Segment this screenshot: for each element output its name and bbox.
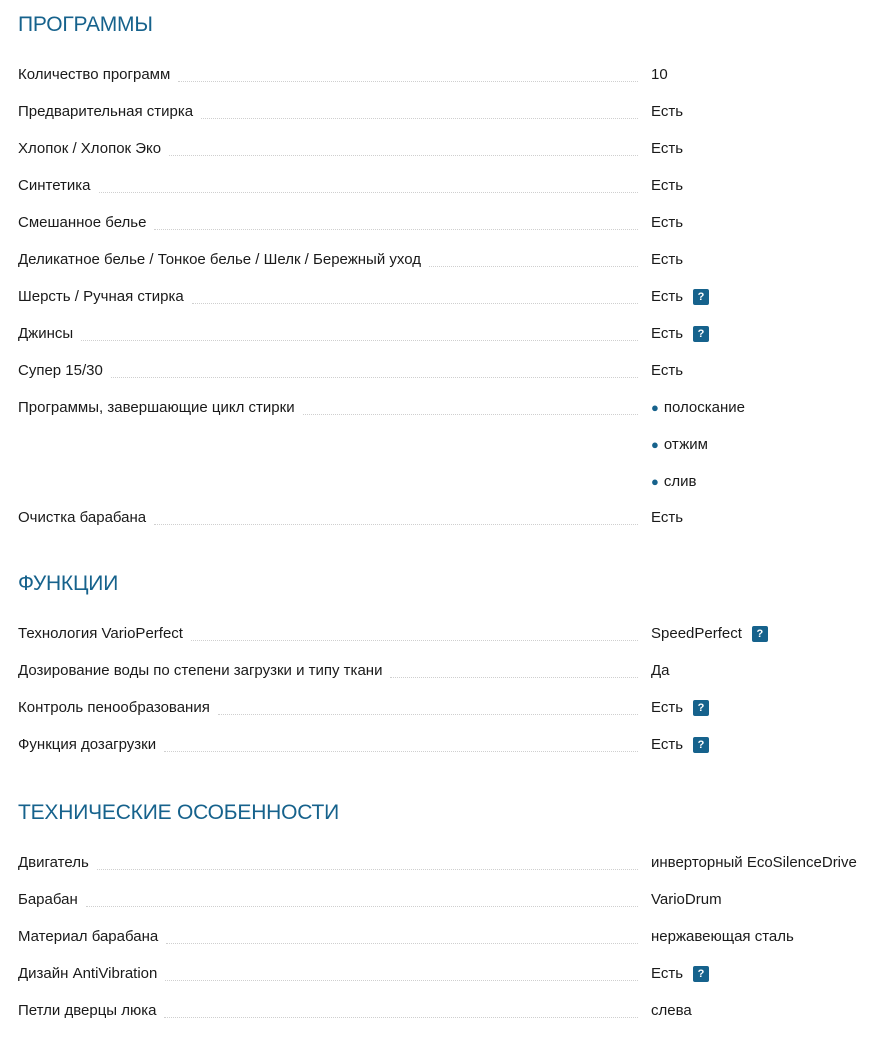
spec-value <box>651 662 670 680</box>
spec-value <box>651 736 709 754</box>
dotted-leader <box>192 303 638 304</box>
dotted-leader <box>169 155 638 156</box>
spec-value-text: Есть <box>651 699 684 716</box>
spec-label-text: Смешанное белье <box>18 214 147 231</box>
dotted-leader <box>201 118 638 119</box>
spec-value <box>651 699 709 717</box>
spec-label <box>18 325 638 343</box>
spec-row-prewash <box>18 103 873 140</box>
spec-label-text: Технология VarioPerfect <box>18 625 183 642</box>
spec-value <box>651 140 683 158</box>
spec-row-drum <box>18 891 873 928</box>
spec-value-text: Есть <box>651 288 684 305</box>
section-technical <box>18 800 873 1039</box>
dotted-leader <box>154 229 638 230</box>
spec-row-delicates <box>18 251 873 288</box>
spec-value-text: нержавеющая сталь <box>651 928 794 945</box>
help-icon[interactable]: ? <box>693 737 709 753</box>
spec-label <box>18 509 638 527</box>
spec-label-text: Предварительная стирка <box>18 103 194 120</box>
spec-label <box>18 662 638 680</box>
spec-value <box>651 509 683 527</box>
spec-value <box>651 103 683 121</box>
spec-value-text: Есть <box>651 325 684 342</box>
spec-label-text: Хлопок / Хлопок Эко <box>18 140 162 157</box>
spec-label-text: Синтетика <box>18 177 91 194</box>
spec-value-text: Есть <box>651 214 684 231</box>
spec-label-text: Дизайн AntiVibration <box>18 965 158 982</box>
spec-value <box>651 399 745 491</box>
spec-label-text: Материал барабана <box>18 928 159 945</box>
dotted-leader <box>99 192 638 193</box>
spec-value-text: Есть <box>651 140 684 157</box>
spec-value <box>651 1002 692 1020</box>
dotted-leader <box>178 81 638 82</box>
spec-value <box>651 854 857 872</box>
spec-row-drum-clean <box>18 509 873 546</box>
spec-label-text: Барабан <box>18 891 78 908</box>
section-functions <box>18 571 873 773</box>
spec-list <box>18 66 873 546</box>
dotted-leader <box>154 524 638 525</box>
dotted-leader <box>164 1017 638 1018</box>
spec-row-door-hinges <box>18 1002 873 1039</box>
spec-label <box>18 928 638 946</box>
spec-label-text: Контроль пенообразования <box>18 699 210 716</box>
spec-row-drum-material <box>18 928 873 965</box>
dotted-leader <box>390 677 638 678</box>
bullet-icon: ● <box>651 437 659 452</box>
spec-label <box>18 66 638 84</box>
spec-value <box>651 251 683 269</box>
spec-value-text: 10 <box>651 66 668 83</box>
spec-row-mixed <box>18 214 873 251</box>
section-programs <box>18 12 873 546</box>
spec-value-text: SpeedPerfect <box>651 625 742 642</box>
spec-row-cotton <box>18 140 873 177</box>
help-icon[interactable]: ? <box>693 966 709 982</box>
dotted-leader <box>164 751 638 752</box>
dotted-leader <box>191 640 638 641</box>
spec-value-text: слив <box>663 473 697 490</box>
dotted-leader <box>97 869 638 870</box>
dotted-leader <box>165 980 638 981</box>
spec-list <box>18 625 873 773</box>
spec-label <box>18 1002 638 1020</box>
spec-label-text: Двигатель <box>18 854 89 871</box>
dotted-leader <box>303 414 638 415</box>
spec-list <box>18 854 873 1039</box>
spec-value-text: Есть <box>651 509 684 526</box>
spec-label-text: Функция дозагрузки <box>18 736 157 753</box>
spec-row-varioperfect <box>18 625 873 662</box>
spec-value-text: VarioDrum <box>651 891 722 908</box>
help-icon[interactable]: ? <box>693 326 709 342</box>
spec-row-synthetics <box>18 177 873 214</box>
spec-value-text: Есть <box>651 251 684 268</box>
spec-value <box>651 965 709 983</box>
section-title: ПРОГРАММЫ <box>18 13 153 36</box>
spec-label <box>18 891 638 909</box>
dotted-leader <box>81 340 638 341</box>
spec-row-antivibration <box>18 965 873 1002</box>
spec-row-wool <box>18 288 873 325</box>
spec-label-text: Супер 15/30 <box>18 362 103 379</box>
dotted-leader <box>218 714 638 715</box>
help-icon[interactable]: ? <box>693 289 709 305</box>
help-icon[interactable]: ? <box>693 700 709 716</box>
spec-row-water-dosing <box>18 662 873 699</box>
spec-label-text: Петли дверцы люка <box>18 1002 157 1019</box>
spec-value <box>651 362 683 380</box>
spec-label <box>18 362 638 380</box>
spec-label <box>18 736 638 754</box>
section-title: ФУНКЦИИ <box>18 572 119 595</box>
spec-row-finishing-programs <box>18 399 873 509</box>
section-title: ТЕХНИЧЕСКИЕ ОСОБЕННОСТИ <box>18 801 340 824</box>
spec-value <box>651 928 794 946</box>
spec-value-text: Есть <box>651 965 684 982</box>
spec-row-jeans <box>18 325 873 362</box>
spec-label-text: Программы, завершающие цикл стирки <box>18 399 295 416</box>
spec-value <box>651 66 668 84</box>
dotted-leader <box>166 943 638 944</box>
spec-value <box>651 177 683 195</box>
dotted-leader <box>429 266 638 267</box>
spec-value <box>651 891 722 909</box>
spec-label-text: Количество программ <box>18 66 171 83</box>
spec-label-text: Очистка барабана <box>18 509 147 526</box>
spec-label-text: Деликатное белье / Тонкое белье / Шелк / Бережный уход <box>18 251 421 268</box>
spec-label <box>18 177 638 195</box>
spec-value-text: слева <box>651 1002 692 1019</box>
spec-value-text: Есть <box>651 177 684 194</box>
bullet-icon: ● <box>651 474 659 489</box>
spec-label <box>18 251 638 269</box>
spec-row-super <box>18 362 873 399</box>
spec-value <box>651 288 709 306</box>
spec-row-reload <box>18 736 873 773</box>
spec-row-foam-control <box>18 699 873 736</box>
spec-label <box>18 625 638 643</box>
spec-value-text: Есть <box>651 103 684 120</box>
dotted-leader <box>86 906 638 907</box>
spec-label <box>18 288 638 306</box>
spec-label <box>18 103 638 121</box>
spec-value <box>651 325 709 343</box>
spec-value <box>651 214 683 232</box>
spec-value-text: инверторный EcoSilenceDrive <box>651 854 857 871</box>
spec-label <box>18 699 638 717</box>
spec-label <box>18 854 638 872</box>
spec-value-text: полоскание <box>663 399 745 416</box>
help-icon[interactable]: ? <box>752 626 768 642</box>
spec-value <box>651 625 768 643</box>
spec-label <box>18 965 638 983</box>
spec-label <box>18 140 638 158</box>
spec-label-text: Дозирование воды по степени загрузки и типу ткани <box>18 662 383 679</box>
spec-label-text: Джинсы <box>18 325 74 342</box>
spec-label <box>18 214 638 232</box>
spec-value-text: Есть <box>651 362 684 379</box>
spec-label <box>18 399 638 417</box>
spec-row-motor <box>18 854 873 891</box>
spec-value-text: отжим <box>663 436 708 453</box>
spec-row-program-count <box>18 66 873 103</box>
spec-value-text: Есть <box>651 736 684 753</box>
dotted-leader <box>111 377 638 378</box>
bullet-icon: ● <box>651 400 659 415</box>
spec-label-text: Шерсть / Ручная стирка <box>18 288 184 305</box>
spec-value-text: Да <box>651 662 670 679</box>
